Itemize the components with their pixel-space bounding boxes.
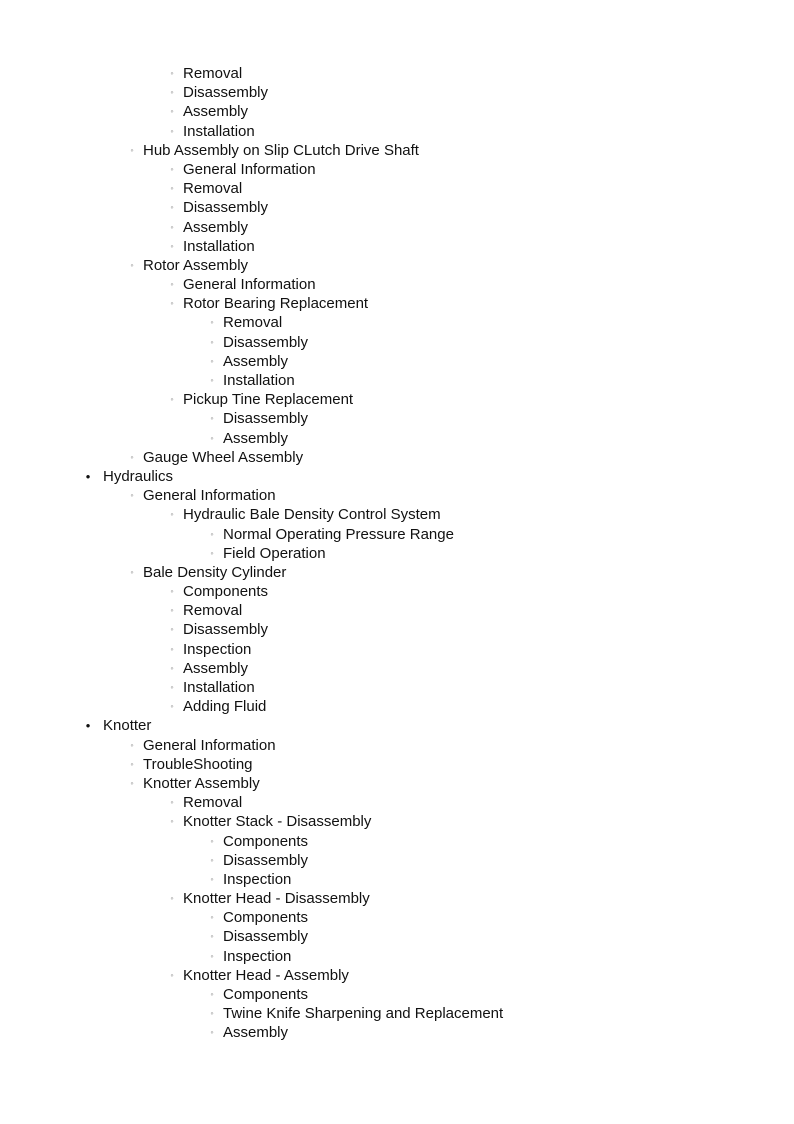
hollow-bullet-icon: ◦ bbox=[170, 816, 174, 827]
toc-item-label: Disassembly bbox=[223, 928, 309, 946]
hollow-bullet-icon: ◦ bbox=[170, 586, 174, 597]
toc-item-label: Gauge Wheel Assembly bbox=[143, 448, 304, 466]
toc-item-label: Assembly bbox=[183, 218, 249, 236]
toc-item-label: Disassembly bbox=[223, 851, 309, 869]
toc-item-level-3 bbox=[0, 908, 794, 927]
toc-item-level-0 bbox=[0, 467, 794, 486]
toc-item-level-3 bbox=[0, 371, 794, 390]
hollow-bullet-icon: ◦ bbox=[170, 106, 174, 117]
toc-item-level-3 bbox=[0, 870, 794, 889]
toc-item-label: Knotter Head - Disassembly bbox=[183, 890, 370, 908]
toc-item-level-2 bbox=[0, 237, 794, 256]
hollow-bullet-icon: ◦ bbox=[170, 298, 174, 309]
toc-item-level-3 bbox=[0, 851, 794, 870]
toc-item-level-3 bbox=[0, 544, 794, 563]
toc-item-level-2 bbox=[0, 294, 794, 313]
toc-item-level-2 bbox=[0, 793, 794, 812]
toc-item-level-1 bbox=[0, 141, 794, 160]
hollow-bullet-icon: ◦ bbox=[170, 87, 174, 98]
toc-item-label: General Information bbox=[143, 487, 276, 505]
toc-item-level-2 bbox=[0, 640, 794, 659]
hollow-bullet-icon: ◦ bbox=[210, 1027, 214, 1038]
hollow-bullet-icon: ◦ bbox=[170, 701, 174, 712]
toc-item-label: Installation bbox=[183, 679, 255, 696]
hollow-bullet-icon: ◦ bbox=[170, 797, 174, 808]
toc-item-level-3 bbox=[0, 1023, 794, 1042]
toc-item-level-1 bbox=[0, 755, 794, 774]
toc-item-level-3 bbox=[0, 525, 794, 544]
table-of-contents bbox=[0, 64, 794, 1043]
toc-item-label: Assembly bbox=[183, 103, 249, 121]
toc-item-level-3 bbox=[0, 352, 794, 371]
toc-item-level-1 bbox=[0, 774, 794, 793]
toc-item-level-1 bbox=[0, 486, 794, 505]
hollow-bullet-icon: ◦ bbox=[210, 432, 214, 443]
toc-item-label: Disassembly bbox=[183, 199, 269, 217]
hollow-bullet-icon: ◦ bbox=[170, 279, 174, 290]
toc-item-label: Assembly bbox=[223, 429, 289, 447]
toc-item-label: Disassembly bbox=[183, 621, 269, 639]
toc-item-label: Removal bbox=[183, 794, 243, 812]
toc-item-label: Knotter Assembly bbox=[143, 774, 260, 792]
toc-item-level-0 bbox=[0, 716, 794, 735]
hollow-bullet-icon: ◦ bbox=[170, 624, 174, 635]
toc-item-label: Assembly bbox=[183, 659, 249, 677]
toc-item-level-2 bbox=[0, 179, 794, 198]
toc-item-label: Components bbox=[183, 583, 269, 601]
toc-item-level-2 bbox=[0, 966, 794, 985]
toc-item-label: Hydraulic Bale Density Control System bbox=[183, 506, 441, 524]
hollow-bullet-icon: ◦ bbox=[170, 893, 174, 904]
hollow-bullet-icon: ◦ bbox=[170, 643, 174, 654]
hollow-bullet-icon: ◦ bbox=[210, 931, 214, 942]
toc-item-label: Components bbox=[223, 909, 309, 927]
hollow-bullet-icon: ◦ bbox=[130, 566, 134, 577]
hollow-bullet-icon: ◦ bbox=[170, 605, 174, 616]
toc-item-level-2 bbox=[0, 64, 794, 83]
toc-item-level-2 bbox=[0, 620, 794, 639]
toc-item-level-3 bbox=[0, 985, 794, 1004]
toc-item-label: Rotor Bearing Replacement bbox=[183, 295, 369, 313]
toc-item-label: Knotter Head - Assembly bbox=[183, 966, 349, 984]
toc-item-label: Assembly bbox=[223, 352, 289, 370]
toc-item-level-2 bbox=[0, 198, 794, 217]
toc-item-level-2 bbox=[0, 505, 794, 524]
toc-item-level-2 bbox=[0, 678, 794, 697]
toc-item-label: Normal Operating Pressure Range bbox=[223, 525, 454, 543]
hollow-bullet-icon: ◦ bbox=[170, 125, 174, 136]
toc-item-label: TroubleShooting bbox=[143, 755, 253, 773]
hollow-bullet-icon: ◦ bbox=[170, 183, 174, 194]
toc-item-label: Field Operation bbox=[223, 544, 326, 562]
toc-item-level-1 bbox=[0, 448, 794, 467]
hollow-bullet-icon: ◦ bbox=[210, 547, 214, 558]
toc-item-label: Hub Assembly on Slip CLutch Drive Shaft bbox=[143, 141, 419, 159]
toc-item-label: Removal bbox=[223, 314, 283, 332]
toc-item-label: Components bbox=[223, 832, 309, 850]
toc-item-level-2 bbox=[0, 889, 794, 908]
toc-item-level-3 bbox=[0, 429, 794, 448]
toc-item-level-3 bbox=[0, 947, 794, 966]
hollow-bullet-icon: ◦ bbox=[130, 144, 134, 155]
toc-item-label: Disassembly bbox=[223, 410, 309, 428]
toc-item-level-3 bbox=[0, 409, 794, 428]
hollow-bullet-icon: ◦ bbox=[210, 317, 214, 328]
toc-item-label: Installation bbox=[183, 122, 255, 140]
hollow-bullet-icon: ◦ bbox=[210, 989, 214, 999]
toc-item-label: Removal bbox=[183, 65, 243, 82]
toc-item-label: Disassembly bbox=[183, 84, 269, 102]
toc-item-label: Hydraulics bbox=[103, 467, 174, 485]
toc-item-level-2 bbox=[0, 659, 794, 678]
toc-item-level-1 bbox=[0, 736, 794, 755]
toc-item-label: Disassembly bbox=[223, 333, 309, 351]
hollow-bullet-icon: ◦ bbox=[170, 163, 174, 174]
filled-bullet-icon: • bbox=[85, 718, 91, 734]
toc-item-level-2 bbox=[0, 83, 794, 102]
hollow-bullet-icon: ◦ bbox=[210, 912, 214, 923]
hollow-bullet-icon: ◦ bbox=[170, 202, 174, 213]
toc-item-label: Knotter bbox=[103, 717, 152, 735]
toc-item-level-2 bbox=[0, 697, 794, 716]
toc-item-level-2 bbox=[0, 160, 794, 179]
toc-item-label: Inspection bbox=[223, 870, 292, 888]
hollow-bullet-icon: ◦ bbox=[130, 490, 134, 501]
hollow-bullet-icon: ◦ bbox=[170, 221, 174, 232]
toc-item-label: Installation bbox=[223, 372, 295, 389]
hollow-bullet-icon: ◦ bbox=[210, 854, 214, 865]
hollow-bullet-icon: ◦ bbox=[170, 682, 174, 692]
toc-item-level-2 bbox=[0, 812, 794, 831]
toc-item-level-3 bbox=[0, 313, 794, 332]
hollow-bullet-icon: ◦ bbox=[210, 835, 214, 846]
filled-bullet-icon: • bbox=[85, 468, 91, 484]
hollow-bullet-icon: ◦ bbox=[210, 336, 214, 347]
toc-item-level-3 bbox=[0, 927, 794, 946]
toc-item-label: General Information bbox=[183, 160, 316, 178]
hollow-bullet-icon: ◦ bbox=[170, 394, 174, 405]
hollow-bullet-icon: ◦ bbox=[130, 259, 134, 270]
toc-item-level-2 bbox=[0, 582, 794, 601]
hollow-bullet-icon: ◦ bbox=[210, 355, 214, 366]
hollow-bullet-icon: ◦ bbox=[210, 413, 214, 424]
hollow-bullet-icon: ◦ bbox=[210, 375, 214, 385]
toc-item-level-1 bbox=[0, 563, 794, 582]
hollow-bullet-icon: ◦ bbox=[170, 969, 174, 980]
toc-item-level-2 bbox=[0, 275, 794, 294]
toc-item-label: General Information bbox=[183, 276, 316, 294]
hollow-bullet-icon: ◦ bbox=[210, 873, 214, 884]
toc-item-label: Knotter Stack - Disassembly bbox=[183, 813, 372, 831]
hollow-bullet-icon: ◦ bbox=[170, 509, 174, 520]
toc-item-label: General Information bbox=[143, 736, 276, 754]
toc-item-level-1 bbox=[0, 256, 794, 275]
hollow-bullet-icon: ◦ bbox=[130, 777, 134, 788]
hollow-bullet-icon: ◦ bbox=[170, 68, 174, 78]
toc-item-label: Bale Density Cylinder bbox=[143, 563, 287, 581]
toc-item-level-2 bbox=[0, 601, 794, 620]
toc-item-label: Installation bbox=[183, 237, 255, 255]
toc-item-label: Rotor Assembly bbox=[143, 256, 249, 274]
hollow-bullet-icon: ◦ bbox=[170, 662, 174, 673]
hollow-bullet-icon: ◦ bbox=[210, 950, 214, 961]
toc-item-label: Removal bbox=[183, 180, 243, 198]
toc-item-level-2 bbox=[0, 122, 794, 141]
toc-item-label: Adding Fluid bbox=[183, 698, 267, 716]
hollow-bullet-icon: ◦ bbox=[130, 451, 134, 462]
toc-item-label: Assembly bbox=[223, 1024, 289, 1042]
toc-item-level-3 bbox=[0, 333, 794, 352]
hollow-bullet-icon: ◦ bbox=[210, 1008, 214, 1019]
toc-item-label: Inspection bbox=[183, 640, 252, 658]
toc-item-level-3 bbox=[0, 1004, 794, 1023]
toc-item-level-2 bbox=[0, 390, 794, 409]
hollow-bullet-icon: ◦ bbox=[130, 739, 134, 750]
toc-item-level-2 bbox=[0, 102, 794, 121]
hollow-bullet-icon: ◦ bbox=[130, 758, 134, 769]
toc-item-level-3 bbox=[0, 832, 794, 851]
toc-item-label: Removal bbox=[183, 602, 243, 620]
toc-item-label: Twine Knife Sharpening and Replacement bbox=[223, 1005, 504, 1023]
toc-item-label: Inspection bbox=[223, 947, 292, 965]
toc-item-label: Components bbox=[223, 986, 309, 1003]
hollow-bullet-icon: ◦ bbox=[170, 240, 174, 251]
toc-item-label: Pickup Tine Replacement bbox=[183, 391, 354, 409]
toc-item-level-2 bbox=[0, 218, 794, 237]
hollow-bullet-icon: ◦ bbox=[210, 528, 214, 539]
